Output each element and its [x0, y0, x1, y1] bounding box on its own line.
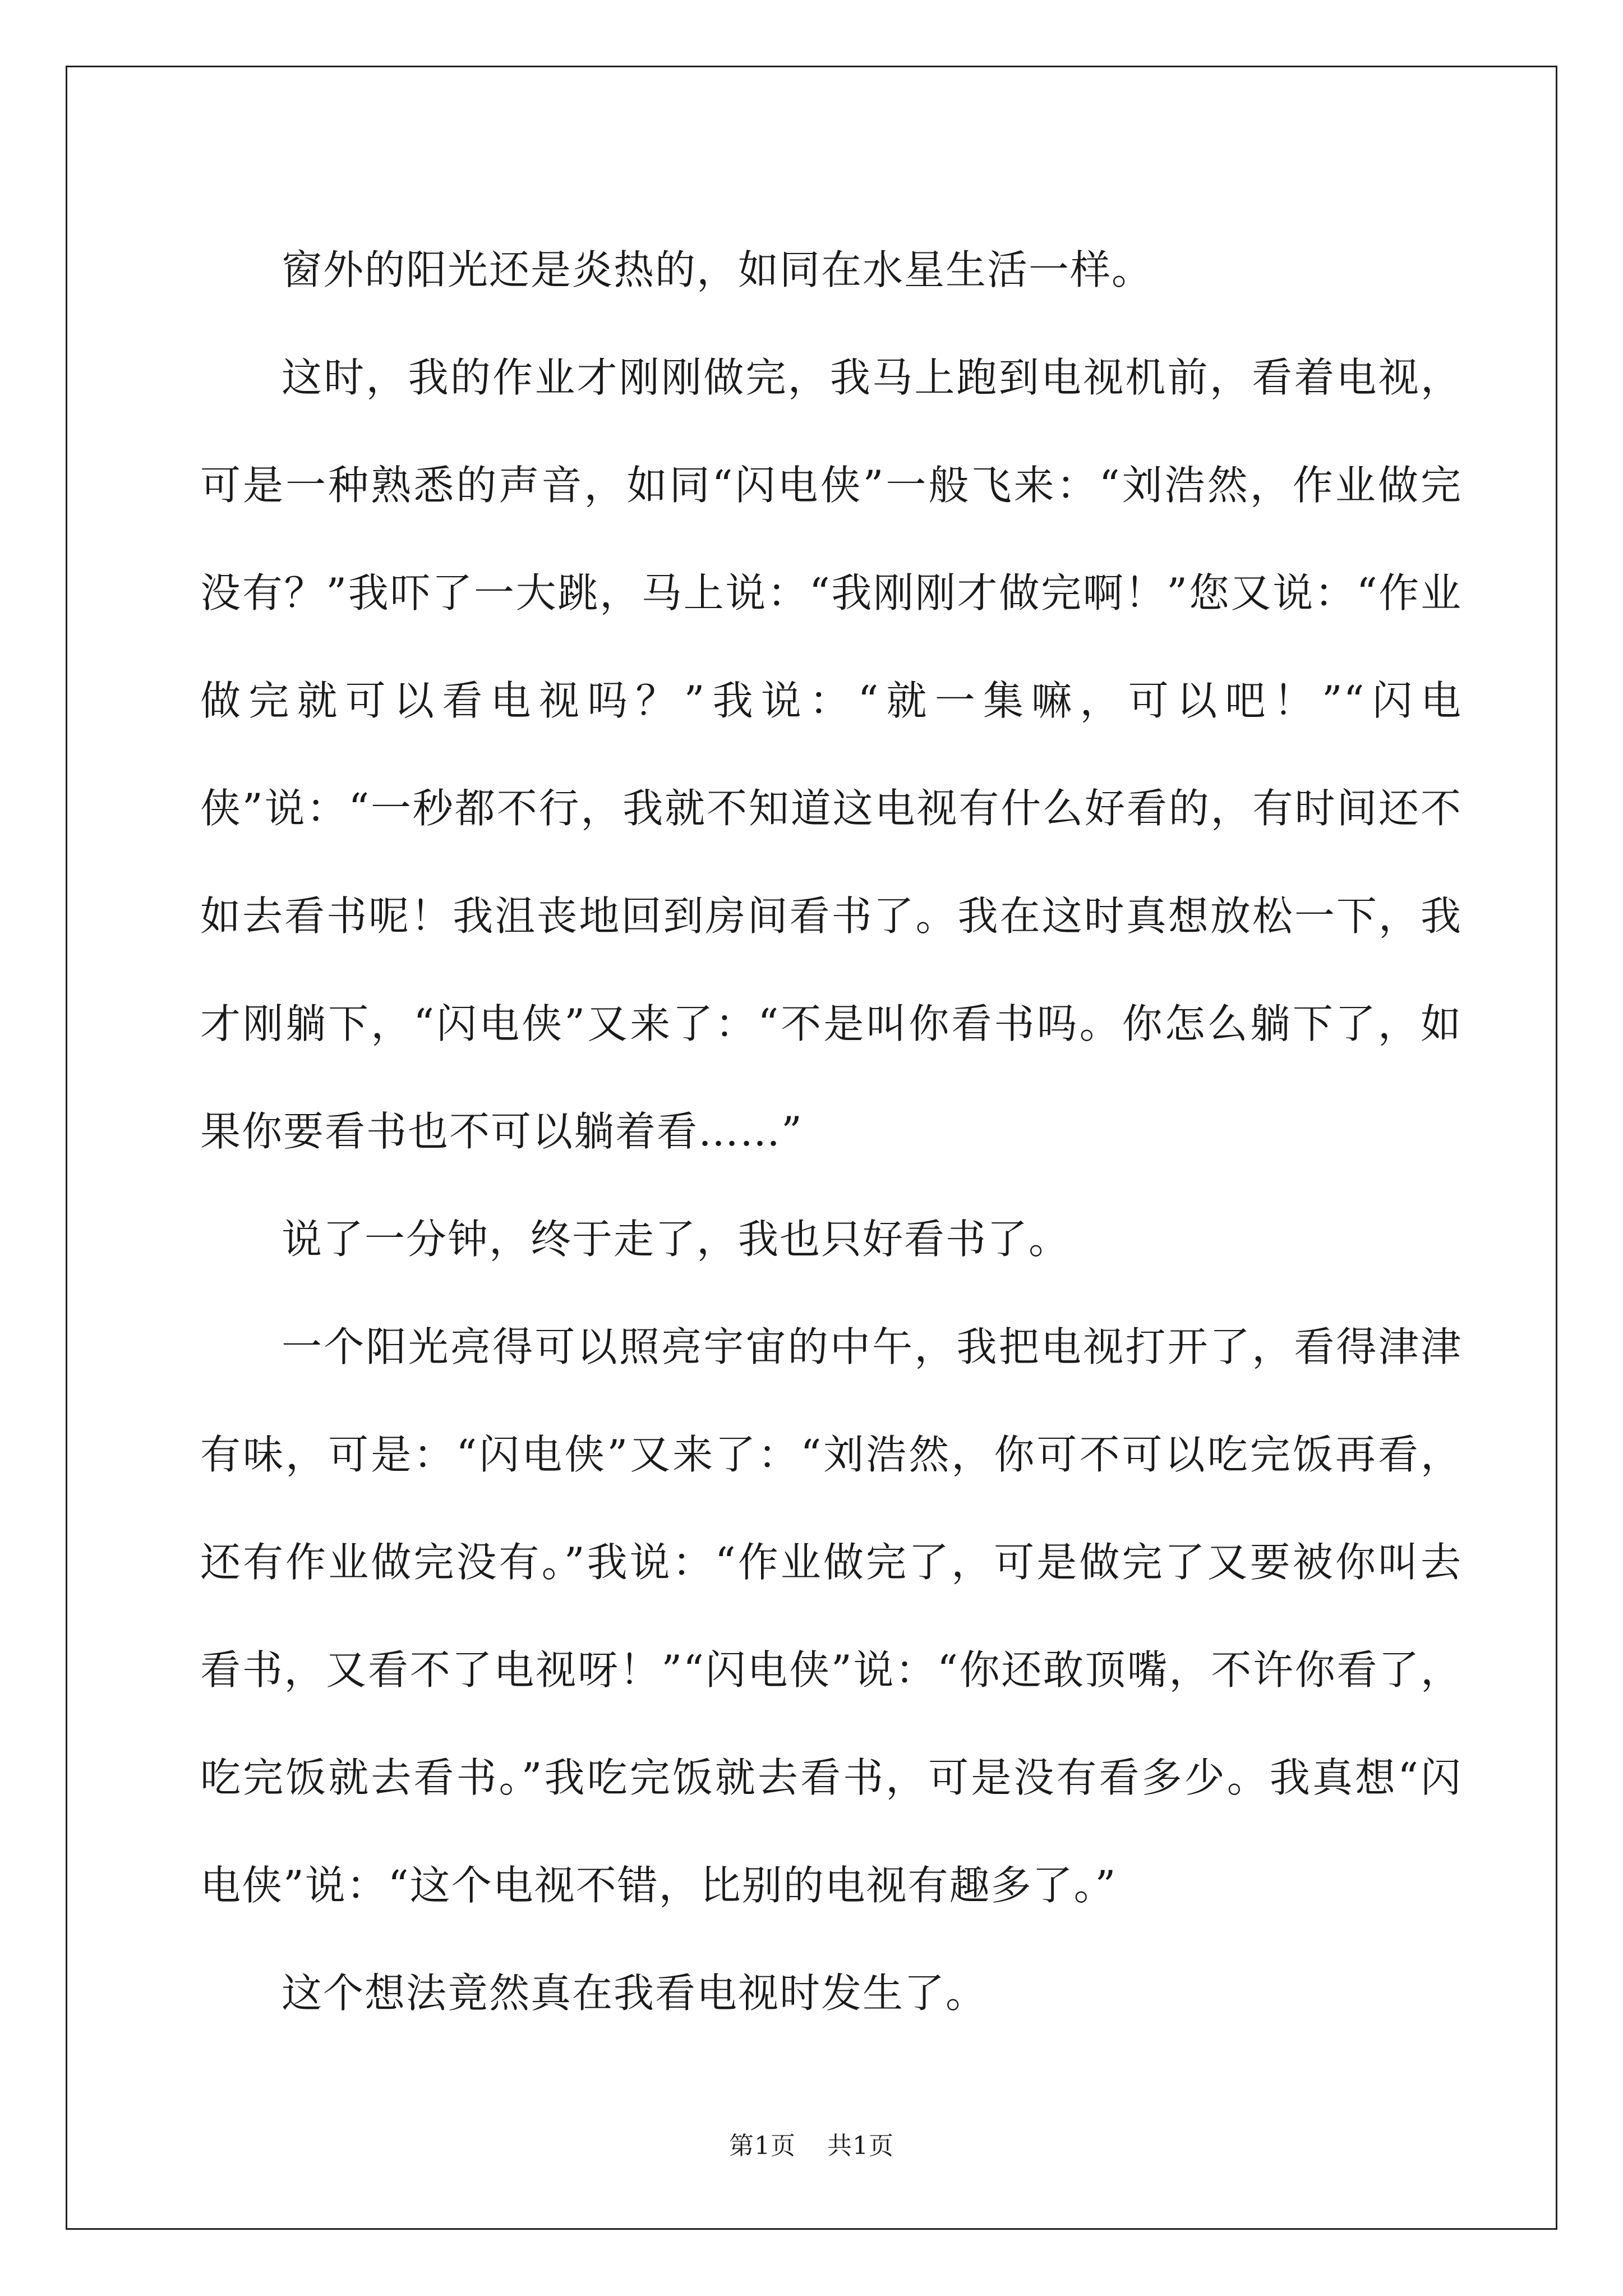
- paragraph-4: 一个阳光亮得可以照亮宇宙的中午，我把电视打开了，看得津津有味，可是：“闪电侠”又来了：“刘浩然，你可不可以吃完饭再看，还有作业做完没有。”我说：“作业做完了，可是做完了又要被你叫去看书，又看不了电视呀！”“闪电侠”说：“你还敢顶嘴，不许你看了，吃完饭就去看书。”我吃完饭就去看书，可是没有看多少。我真想“闪电侠”说：“这个电视不错，比别的电视有趣多了。”: [200, 1323, 1462, 1909]
- page-footer: [0, 2129, 1623, 2163]
- page-total: 共1页: [827, 2132, 894, 2160]
- page-number: 第1页: [729, 2132, 796, 2160]
- paragraph-5: 这个想法竟然真在我看电视时发生了。: [282, 1970, 988, 2017]
- paragraph-3: 说了一分钟，终于走了，我也只好看书了。: [282, 1216, 1071, 1263]
- paragraph-1: 窗外的阳光还是炎热的，如同在水星生活一样。: [282, 246, 1154, 293]
- paragraph-2: 这时，我的作业才刚刚做完，我马上跑到电视机前，看着电视，可是一种熟悉的声音，如同“闪电侠”一般飞来：“刘浩然，作业做完没有？”我吓了一大跳，马上说：“我刚刚才做完啊！”您又说：“作业做完就可以看电视吗？”我说：“就一集嘛，可以吧！”“闪电侠”说：“一秒都不行，我就不知道这电视有什么好看的，有时间还不如去看书呢！我沮丧地回到房间看书了。我在这时真想放松一下，我才刚躺下，“闪电侠”又来了：“不是叫你看书吗。你怎么躺下了，如果你要看书也不可以躺着看……”: [200, 354, 1462, 1155]
- document-body: [200, 216, 1462, 2047]
